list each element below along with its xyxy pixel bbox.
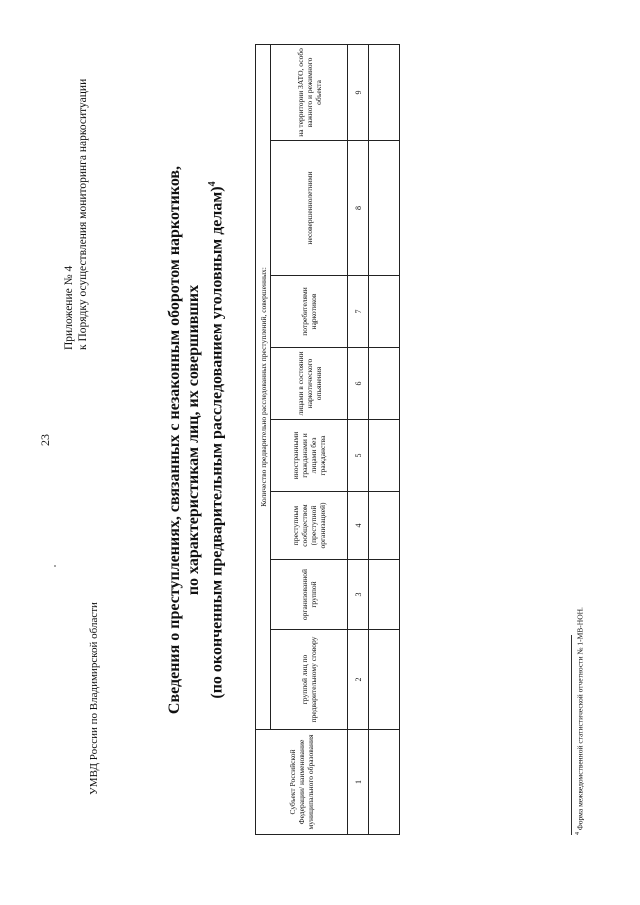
group-header: Количество предварительно расследованных преступлений, совершенных: [256, 44, 271, 729]
col-header: преступным сообществом (преступной организацией) [271, 492, 348, 560]
table-cell [369, 348, 400, 420]
first-col-header: Субъект Российской Федерации/ наименование муниципального образования [256, 730, 348, 835]
col-number: 8 [348, 141, 369, 276]
col-number: 7 [348, 276, 369, 348]
table-cell [369, 141, 400, 276]
page-number: 23 [38, 434, 52, 446]
table-cell [369, 420, 400, 492]
column-number-row [348, 44, 369, 834]
col-number: 4 [348, 492, 369, 560]
table-cell [369, 44, 400, 140]
col-number: 5 [348, 420, 369, 492]
col-number: 1 [348, 730, 369, 835]
col-number: 6 [348, 348, 369, 420]
report-title [165, 95, 226, 785]
title-line-2: по характеристикам лиц, их совершивших [185, 284, 202, 596]
statistics-table [255, 44, 400, 835]
title-footnote-ref: 4 [207, 181, 218, 187]
table-cell [369, 276, 400, 348]
col-header: иностранными гражданами и лицами без гражданства [271, 420, 348, 492]
title-line-1: Сведения о преступлениях, связанных с незаконным оборотом наркотиков, [166, 165, 183, 715]
col-header: лицами в состоянии наркотического опьянения [271, 348, 348, 420]
appendix-line-2: к Порядку осуществления мониторинга наркоситуации [77, 78, 89, 350]
col-header: организованной группой [271, 560, 348, 630]
col-number: 9 [348, 44, 369, 140]
organization-header: УМВД России по Владимирской области [88, 602, 100, 795]
col-header: несовершеннолетними [271, 141, 348, 276]
footnote-mark: 4 [575, 832, 581, 835]
table-cell [369, 730, 400, 835]
appendix-block [62, 79, 90, 350]
table-cell [369, 492, 400, 560]
group-header-row [256, 44, 271, 834]
col-header: на территории ЗАТО, особо важного и режимного объекта [271, 44, 348, 140]
footnote-divider [571, 635, 572, 835]
column-header-row [271, 44, 348, 834]
scan-speck [54, 565, 56, 567]
table-cell [369, 630, 400, 730]
title-line-3 [203, 95, 226, 785]
footnote-text: Форма межведомственной статистической отчетности № 1-МВ-НОН. [575, 607, 585, 831]
col-header: потребителями наркотиков [271, 276, 348, 348]
empty-data-row [369, 44, 400, 834]
col-header: группой лиц по предварительному сговору [271, 630, 348, 730]
appendix-line-1: Приложение № 4 [63, 265, 75, 350]
title-line-3-text: (по оконченным предварительным расследованием уголовным делам) [208, 186, 226, 699]
table-cell [369, 560, 400, 630]
col-number: 3 [348, 560, 369, 630]
footnote [575, 607, 585, 835]
col-number: 2 [348, 630, 369, 730]
